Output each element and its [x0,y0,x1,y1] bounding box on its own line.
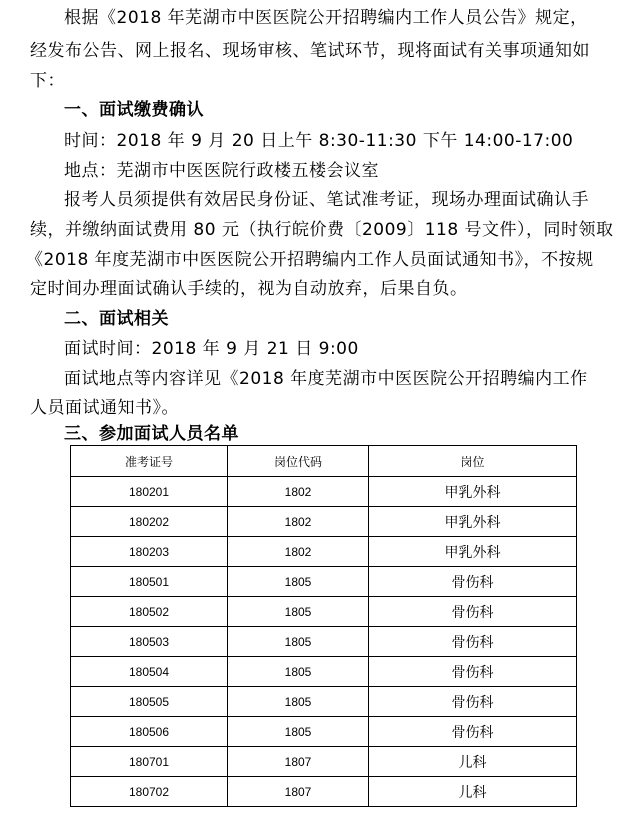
exam-number-cell: 180203 [71,537,228,567]
intro-line-1: 根据《2018 年芜湖市中医医院公开招聘编内工作人员公告》规定， [64,8,588,28]
position-cell: 甲乳外科 [369,507,577,537]
position-cell: 骨伤科 [369,717,577,747]
exam-number-cell: 180702 [71,777,228,807]
table-row [71,537,577,567]
position-code-cell: 1807 [228,747,369,777]
exam-number-cell: 180501 [71,567,228,597]
section-1-para-line-3: 《2018 年度芜湖市中医医院公开招聘编内工作人员面试通知书》，不按规 [26,250,594,270]
exam-number-cell: 180201 [71,477,228,507]
exam-number-cell: 180202 [71,507,228,537]
header-position: 岗位 [369,446,577,477]
interview-fee-place: 地点：芜湖市中医医院行政楼五楼会议室 [64,161,379,181]
section-1-para-line-1: 报考人员须提供有效居民身份证、笔试准考证，现场办理面试确认手 [64,190,589,210]
intro-line-2: 经发布公告、网上报名、现场审核、笔试环节，现将面试有关事项通知如 [30,41,590,61]
position-cell: 儿科 [369,777,577,807]
table-row [71,567,577,597]
table-row [71,747,577,777]
position-cell: 骨伤科 [369,597,577,627]
table-row [71,477,577,507]
table-row [71,777,577,807]
position-code-cell: 1805 [228,597,369,627]
table-row [71,507,577,537]
position-cell: 骨伤科 [369,567,577,597]
intro-line-3: 下： [30,71,65,91]
position-cell: 骨伤科 [369,657,577,687]
position-cell: 儿科 [369,747,577,777]
table-row [71,597,577,627]
section-1-heading: 一、面试缴费确认 [64,100,204,120]
header-position-code: 岗位代码 [228,446,369,477]
table-row [71,627,577,657]
position-code-cell: 1805 [228,657,369,687]
position-code-cell: 1805 [228,687,369,717]
table-row [71,657,577,687]
exam-number-cell: 180504 [71,657,228,687]
exam-number-cell: 180701 [71,747,228,777]
position-code-cell: 1802 [228,537,369,567]
position-code-cell: 1802 [228,477,369,507]
position-cell: 甲乳外科 [369,477,577,507]
exam-number-cell: 180502 [71,597,228,627]
position-code-cell: 1805 [228,717,369,747]
position-cell: 骨伤科 [369,627,577,657]
interview-fee-time: 时间：2018 年 9 月 20 日上午 8:30-11:30 下午 14:00-17:00 [64,131,574,151]
candidate-table [70,445,577,807]
position-code-cell: 1805 [228,627,369,657]
exam-number-cell: 180503 [71,627,228,657]
position-cell: 骨伤科 [369,687,577,717]
interview-time: 面试时间：2018 年 9 月 21 日 9:00 [64,339,359,359]
position-cell: 甲乳外科 [369,537,577,567]
exam-number-cell: 180506 [71,717,228,747]
table-row [71,717,577,747]
section-1-para-line-4: 定时间办理面试确认手续的，视为自动放弃，后果自负。 [30,279,468,299]
section-3-heading: 三、参加面试人员名单 [64,424,239,444]
section-2-para-line-2: 人员面试通知书》。 [30,398,179,418]
exam-number-cell: 180505 [71,687,228,717]
position-code-cell: 1802 [228,507,369,537]
table-row [71,687,577,717]
position-code-cell: 1807 [228,777,369,807]
table-header-row [71,446,577,477]
header-exam-number: 准考证号 [71,446,228,477]
section-2-heading: 二、面试相关 [64,309,169,329]
section-1-para-line-2: 续，并缴纳面试费用 80 元（执行皖价费〔2009〕118 号文件），同时领取 [30,220,614,240]
section-2-para-line-1: 面试地点等内容详见《2018 年度芜湖市中医医院公开招聘编内工作 [64,369,588,389]
position-code-cell: 1805 [228,567,369,597]
